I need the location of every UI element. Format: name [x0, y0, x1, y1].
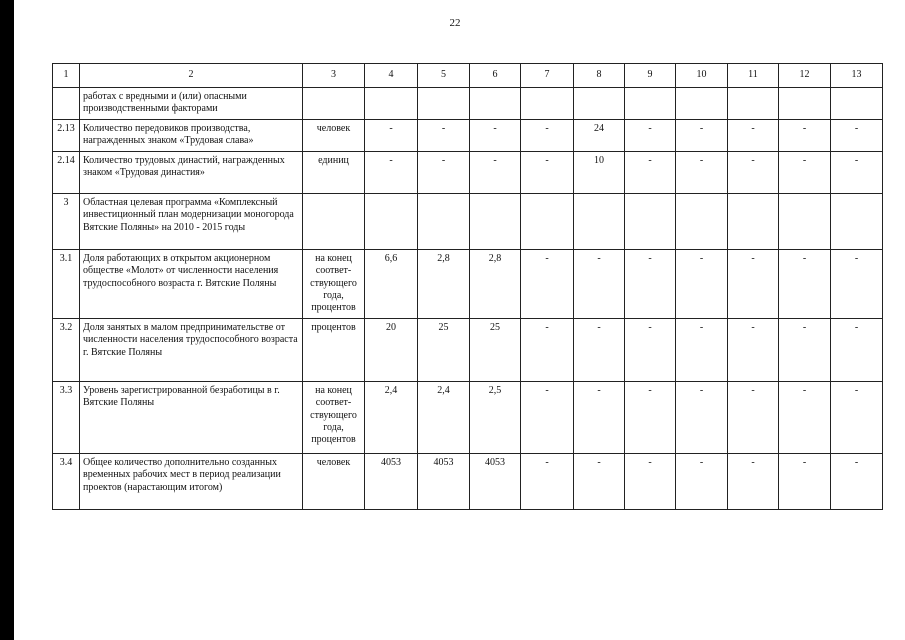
value-cell: 10 — [574, 151, 625, 193]
value-cell: - — [521, 151, 574, 193]
value-cell: - — [418, 151, 470, 193]
value-cell: - — [831, 318, 883, 381]
value-cell: - — [521, 318, 574, 381]
value-cell: 4053 — [418, 453, 470, 509]
header-row — [53, 64, 883, 88]
column-header: 2 — [80, 64, 303, 88]
value-cell: - — [574, 318, 625, 381]
value-cell: - — [728, 318, 779, 381]
value-cell: - — [521, 120, 574, 152]
unit-cell: человек — [303, 120, 365, 152]
table-row — [53, 88, 883, 120]
value-cell: - — [625, 249, 676, 318]
row-number: 2.13 — [53, 120, 80, 152]
value-cell — [625, 88, 676, 120]
value-cell: - — [574, 453, 625, 509]
value-cell: - — [728, 381, 779, 453]
value-cell — [831, 193, 883, 249]
value-cell: - — [779, 318, 831, 381]
value-cell — [728, 88, 779, 120]
value-cell: - — [574, 381, 625, 453]
indicator-name: Количество трудовых династий, награжденных знаком «Трудовая династия» — [80, 151, 303, 193]
value-cell: 4053 — [365, 453, 418, 509]
indicator-table — [52, 63, 883, 510]
column-header: 3 — [303, 64, 365, 88]
column-header: 9 — [625, 64, 676, 88]
value-cell: - — [831, 151, 883, 193]
value-cell: 2,8 — [470, 249, 521, 318]
value-cell — [574, 193, 625, 249]
value-cell: - — [676, 453, 728, 509]
value-cell: - — [728, 249, 779, 318]
unit-cell — [303, 193, 365, 249]
value-cell — [728, 193, 779, 249]
value-cell — [779, 88, 831, 120]
indicator-name: Количество передовиков производства, награжденных знаком «Трудовая слава» — [80, 120, 303, 152]
value-cell: - — [625, 318, 676, 381]
column-header: 8 — [574, 64, 625, 88]
column-header: 12 — [779, 64, 831, 88]
page-number: 22 — [449, 17, 461, 29]
row-number: 3.2 — [53, 318, 80, 381]
column-header: 11 — [728, 64, 779, 88]
value-cell: - — [521, 249, 574, 318]
indicator-name: Доля работающих в открытом акционерном обществе «Молот» от численности населения трудоспособного возраста г. Вятские Поляны — [80, 249, 303, 318]
value-cell: - — [831, 120, 883, 152]
indicator-name: Общее количество дополнительно созданных временных рабочих мест в период реализации проектов (нарастающим итогом) — [80, 453, 303, 509]
value-cell: 4053 — [470, 453, 521, 509]
value-cell: - — [625, 120, 676, 152]
column-header: 13 — [831, 64, 883, 88]
value-cell: - — [728, 151, 779, 193]
value-cell: - — [728, 453, 779, 509]
value-cell: - — [625, 151, 676, 193]
unit-cell: на конец соответ-ствующего года, процентов — [303, 249, 365, 318]
row-number: 3.1 — [53, 249, 80, 318]
value-cell — [779, 193, 831, 249]
unit-cell: процентов — [303, 318, 365, 381]
value-cell — [365, 193, 418, 249]
column-header: 1 — [53, 64, 80, 88]
column-header: 6 — [470, 64, 521, 88]
value-cell: - — [831, 453, 883, 509]
indicator-name: Доля занятых в малом предпринимательстве от численности населения трудоспособного возраста г. Вятские Поляны — [80, 318, 303, 381]
unit-cell — [303, 88, 365, 120]
value-cell: - — [779, 151, 831, 193]
table-row — [53, 120, 883, 152]
scan-edge-bar — [0, 0, 14, 640]
table-row — [53, 453, 883, 509]
value-cell: 2,4 — [418, 381, 470, 453]
value-cell — [831, 88, 883, 120]
value-cell — [470, 193, 521, 249]
value-cell — [676, 88, 728, 120]
row-number — [53, 88, 80, 120]
value-cell: - — [676, 151, 728, 193]
row-number: 3.3 — [53, 381, 80, 453]
value-cell: - — [676, 249, 728, 318]
table-row — [53, 151, 883, 193]
value-cell: 20 — [365, 318, 418, 381]
value-cell: - — [779, 453, 831, 509]
row-number: 3 — [53, 193, 80, 249]
column-header: 7 — [521, 64, 574, 88]
value-cell: 2,8 — [418, 249, 470, 318]
value-cell: - — [831, 249, 883, 318]
value-cell: - — [521, 381, 574, 453]
table-row — [53, 249, 883, 318]
value-cell: - — [365, 151, 418, 193]
value-cell — [470, 88, 521, 120]
table-row — [53, 381, 883, 453]
value-cell: - — [574, 249, 625, 318]
value-cell — [365, 88, 418, 120]
value-cell — [521, 193, 574, 249]
value-cell: - — [521, 453, 574, 509]
value-cell: 2,4 — [365, 381, 418, 453]
column-header: 10 — [676, 64, 728, 88]
table-row — [53, 193, 883, 249]
value-cell: 25 — [470, 318, 521, 381]
row-number: 2.14 — [53, 151, 80, 193]
value-cell: 25 — [418, 318, 470, 381]
value-cell: - — [418, 120, 470, 152]
value-cell: 24 — [574, 120, 625, 152]
value-cell — [574, 88, 625, 120]
table-row — [53, 318, 883, 381]
value-cell: - — [365, 120, 418, 152]
value-cell: - — [779, 120, 831, 152]
value-cell — [418, 88, 470, 120]
value-cell: - — [625, 381, 676, 453]
value-cell — [418, 193, 470, 249]
value-cell: - — [625, 453, 676, 509]
value-cell — [625, 193, 676, 249]
unit-cell: единиц — [303, 151, 365, 193]
value-cell — [521, 88, 574, 120]
row-number: 3.4 — [53, 453, 80, 509]
value-cell — [676, 193, 728, 249]
column-header: 4 — [365, 64, 418, 88]
value-cell: - — [779, 249, 831, 318]
indicator-name: работах с вредными и (или) опасными производственными факторами — [80, 88, 303, 120]
value-cell: - — [470, 120, 521, 152]
column-header: 5 — [418, 64, 470, 88]
unit-cell: на конец соответ-ствующего года, процентов — [303, 381, 365, 453]
indicator-name: Областная целевая программа «Комплексный инвестиционный план модернизации моногорода Вятские Поляны» на 2010 - 2015 годы — [80, 193, 303, 249]
value-cell: - — [779, 381, 831, 453]
value-cell: - — [831, 381, 883, 453]
value-cell: - — [728, 120, 779, 152]
indicator-name: Уровень зарегистрированной безработицы в г. Вятские Поляны — [80, 381, 303, 453]
value-cell: 2,5 — [470, 381, 521, 453]
value-cell: - — [676, 318, 728, 381]
value-cell: 6,6 — [365, 249, 418, 318]
unit-cell: человек — [303, 453, 365, 509]
value-cell: - — [676, 381, 728, 453]
value-cell: - — [676, 120, 728, 152]
value-cell: - — [470, 151, 521, 193]
